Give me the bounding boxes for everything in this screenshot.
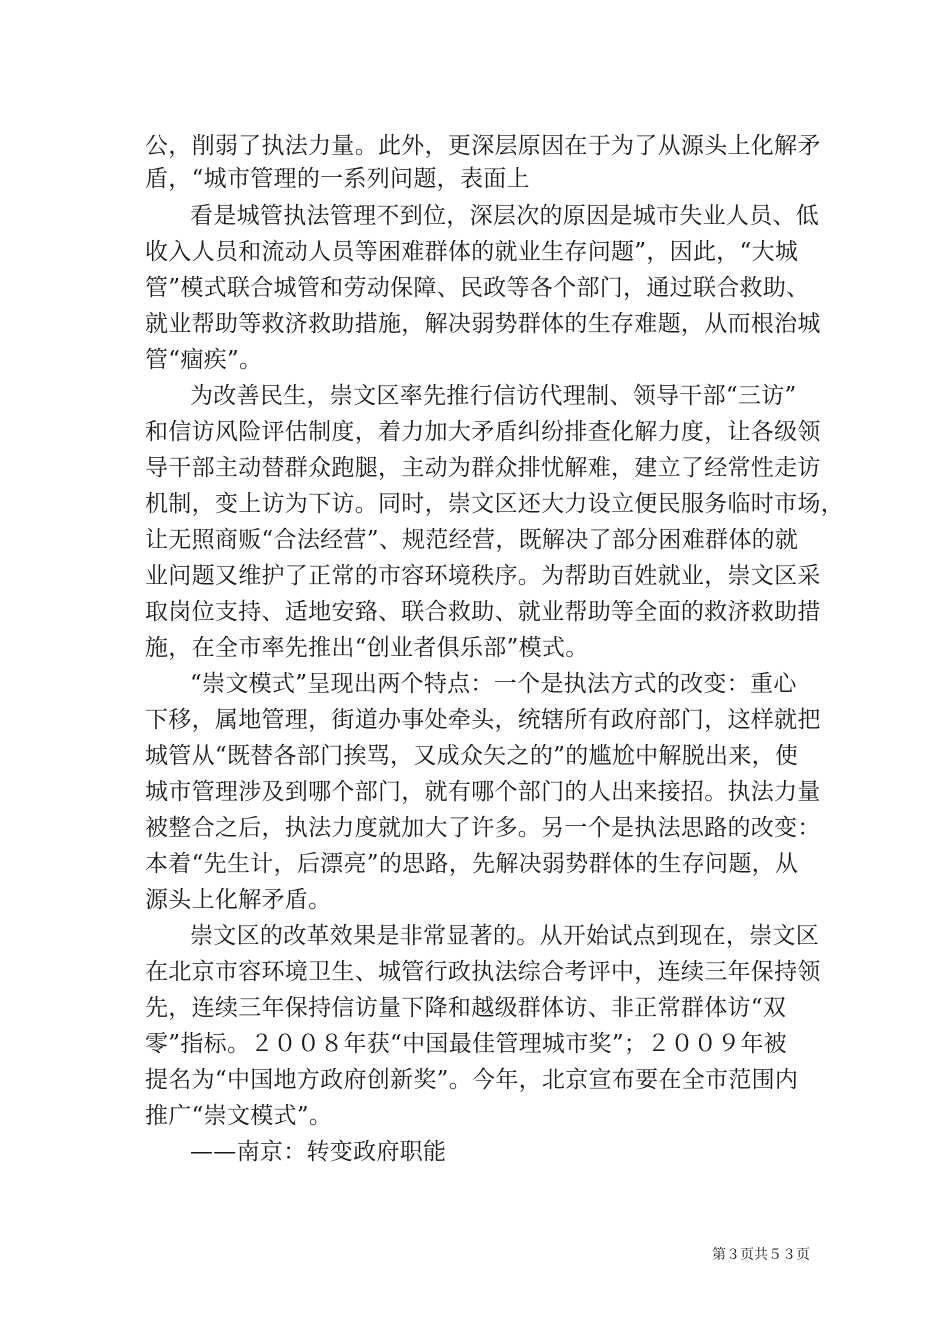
text-line: 公，削弱了执法力量。此外，更深层原因在于为了从源头上化解矛 — [145, 133, 821, 159]
text-line: 和信访风险评估制度，着力加大矛盾纠纷排查化解力度，让各级领 — [145, 419, 821, 445]
text-line: 机制，变上访为下访。同时，崇文区还大力设立便民服务临时市场， — [145, 491, 844, 517]
text-line: 本着“先生计，后漂亮”的思路，先解决弱势群体的生存问题，从 — [145, 851, 799, 877]
text-line: 源头上化解矛盾。 — [145, 887, 332, 913]
text-line: 让无照商贩“合法经营”、规范经营，既解决了部分困难群体的就 — [145, 527, 799, 553]
text-line: 在北京市容环境卫生、城管行政执法综合考评中，连续三年保持领 — [145, 959, 821, 985]
text-line: 零”指标。２００８年获“中国最佳管理城市奖”；２００９年被 — [145, 1031, 787, 1057]
text-line: 崇文区的改革效果是非常显著的。从开始试点到现在，崇文区 — [190, 923, 820, 949]
text-line: 管“痼疾”。 — [145, 347, 263, 373]
text-line: “崇文模式”呈现出两个特点：一个是执法方式的改变：重心 — [190, 671, 797, 697]
text-line: 先，连续三年保持信访量下降和越级群体访、非正常群体访“双 — [145, 995, 787, 1021]
text-line: 推广“崇文模式”。 — [145, 1103, 333, 1129]
text-line: 管”模式联合城管和劳动保障、民政等各个部门，通过联合救助、 — [145, 275, 810, 301]
text-line: 下移，属地管理，街道办事处牵头，统辖所有政府部门，这样就把 — [145, 707, 821, 733]
text-line: 施，在全市率先推出“创业者俱乐部”模式。 — [145, 635, 589, 661]
text-line: 为改善民生，崇文区率先推行信访代理制、领导干部“三访” — [190, 383, 797, 409]
text-line: 城管从“既替各部门挨骂，又成众矢之的”的尴尬中解脱出来，使 — [145, 743, 799, 769]
text-line: 业问题又维护了正常的市容环境秩序。为帮助百姓就业，崇文区采 — [145, 563, 821, 589]
text-line: 取岗位支持、适地安臵、联合救助、就业帮助等全面的救济救助措 — [145, 599, 821, 625]
text-line: 被整合之后，执法力度就加大了许多。另一个是执法思路的改变： — [145, 815, 821, 841]
section-heading: ——南京：转变政府职能 — [190, 1139, 447, 1165]
text-line: 就业帮助等救济救助措施，解决弱势群体的生存难题，从而根治城 — [145, 311, 821, 337]
text-line: 收入人员和流动人员等困难群体的就业生存问题”，因此，“大城 — [145, 239, 799, 265]
text-line: 导干部主动替群众跑腿，主动为群众排忧解难，建立了经常性走访 — [145, 455, 821, 481]
page-number: 第３页共５３页 — [712, 1247, 810, 1263]
text-line: 盾，“城市管理的一系列问题，表面上 — [145, 166, 530, 192]
text-line: 看是城管执法管理不到位，深层次的原因是城市失业人员、低 — [190, 203, 820, 229]
text-line: 提名为“中国地方政府创新奖”。今年，北京宣布要在全市范围内 — [145, 1067, 799, 1093]
text-line: 城市管理涉及到哪个部门，就有哪个部门的人出来接招。执法力量 — [145, 779, 821, 805]
